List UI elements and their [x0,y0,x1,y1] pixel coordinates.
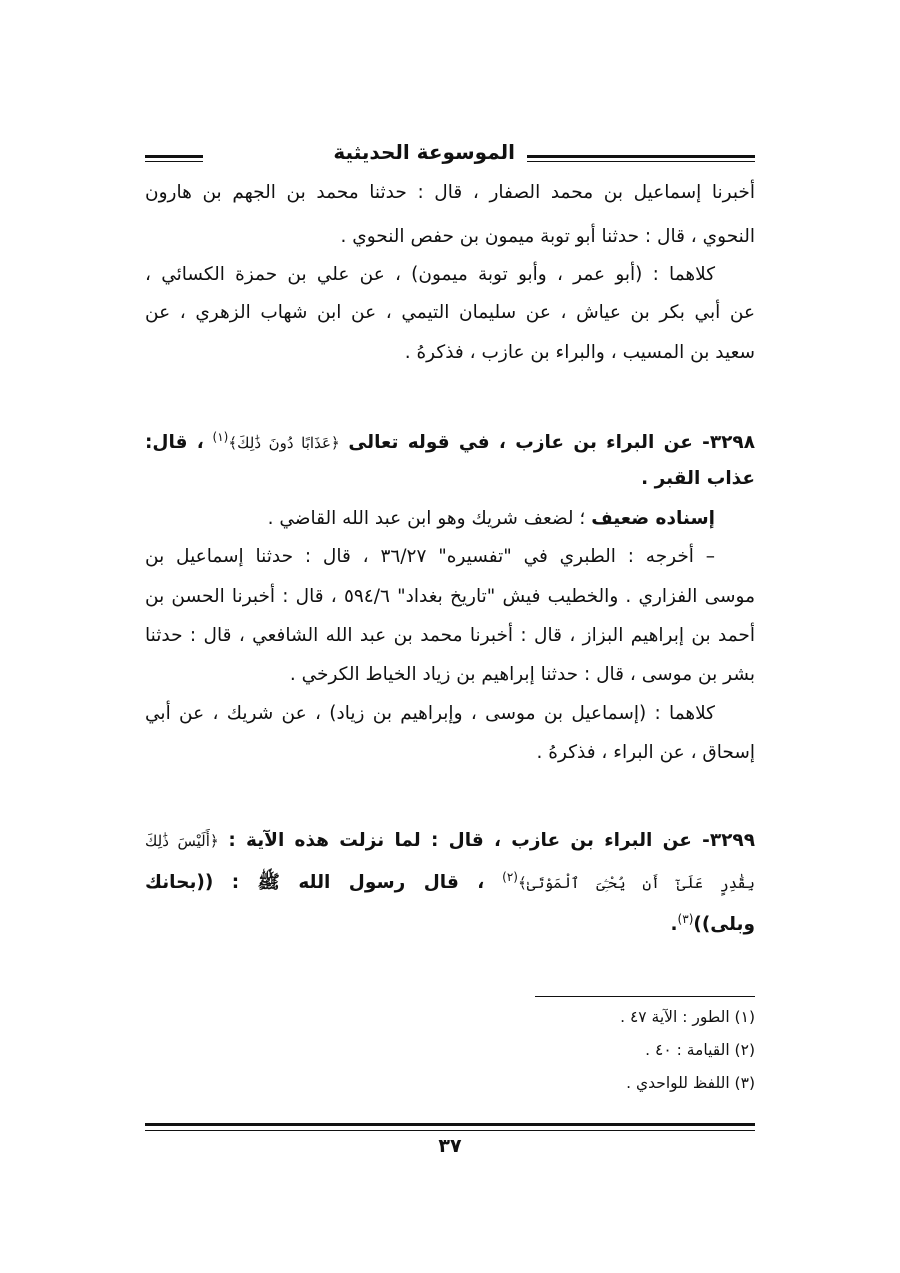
page-number: ٣٧ [438,1135,462,1157]
isnad-grade-reason: ؛ لضعف شريك وهو ابن عبد الله القاضي . [267,508,586,529]
running-title: الموسوعة الحديثية [333,140,515,164]
footnote-ref: (١) [212,430,229,444]
footnote-separator [535,996,755,997]
text-line [145,870,755,898]
text-line [145,912,755,935]
text-line: كلاهما : (إسماعيل بن موسى ، وإبراهيم بن زياد) ، عن شريك ، عن أبي [145,703,715,724]
text-line: إسحاق ، عن البراء ، فذكرهُ . [536,742,755,763]
text-line [145,468,755,489]
footnote-3: (٣) اللفظ للواحدي . [626,1074,755,1092]
hadith-3298-tail: ، قال: [145,432,204,454]
footnote-2: (٢) القيامة : ٤٠ . [645,1041,755,1059]
text-line: بشر بن موسى ، قال : حدثنا إبراهيم بن زياد الخياط الكرخي . [289,664,755,685]
text-line: سعيد بن المسيب ، والبراء بن عازب ، فذكرهُ . [404,342,755,363]
hadith-3299-heading [145,830,755,851]
running-header [145,140,755,176]
hadith-3298-matn: عذاب القبر . [641,468,755,489]
isnad-grade [145,508,755,529]
book-page [145,140,755,1180]
text-line: عن أبي بكر بن عياش ، عن سليمان التيمي ، عن ابن شهاب الزهري ، عن [145,302,755,323]
hadith-3298-heading [145,430,755,453]
quran-verse: بِقَٰدِرٍ عَلَىٰٓ أَن يُحْـِۧىَ ٱلْمَوْتَىٰ﴾ [517,874,755,893]
isnad-grade-label: إسناده ضعيف [591,508,715,529]
text-line: – أخرجه : الطبري في "تفسيره" ٣٦/٢٧ ، قال : حدثنا إسماعيل بن [145,546,715,567]
text-line: كلاهما : (أبو عمر ، وأبو توبة ميمون) ، عن علي بن حمزة الكسائي ، [145,264,715,285]
footnote-ref: (٢) [502,870,518,884]
footnote-1: (١) الطور : الآية ٤٧ . [620,1008,755,1026]
text-line: أحمد بن إبراهيم البزاز ، قال : أخبرنا محمد بن عبد الله الشافعي ، قال : حدثنا [145,625,755,646]
hadith-3299-matn: ، قال رسول الله ﷺ : ((بحانك [145,872,485,894]
text-line: النحوي ، قال : حدثنا أبو توبة ميمون بن حفص النحوي . [340,226,755,247]
hadith-3298-head: ٣٢٩٨- عن البراء بن عازب ، في قوله تعالى [348,432,755,454]
quran-verse: ﴿عَذَابًا دُونَ ذَٰلِكَ﴾ [228,434,340,453]
full-stop: . [670,914,678,936]
quran-verse: ﴿أَلَيْسَ ذَٰلِكَ [145,832,219,850]
hadith-3299-end: وبلى)) [693,914,755,936]
header-rule-left [145,155,203,162]
text-line: موسى الفزاري . والخطيب فيش "تاريخ بغداد" ٥٩٤/٦ ، قال : أخبرنا الحسن بن [145,586,755,607]
text-line: أخبرنا إسماعيل بن محمد الصفار ، قال : حدثنا محمد بن الجهم بن هارون [145,182,755,203]
header-rule-right [527,155,755,162]
footnote-ref: (٣) [677,912,694,926]
footer-rule [145,1123,755,1131]
hadith-3299-head: ٣٢٩٩- عن البراء بن عازب ، قال : لما نزلت هذه الآية : [228,830,755,851]
